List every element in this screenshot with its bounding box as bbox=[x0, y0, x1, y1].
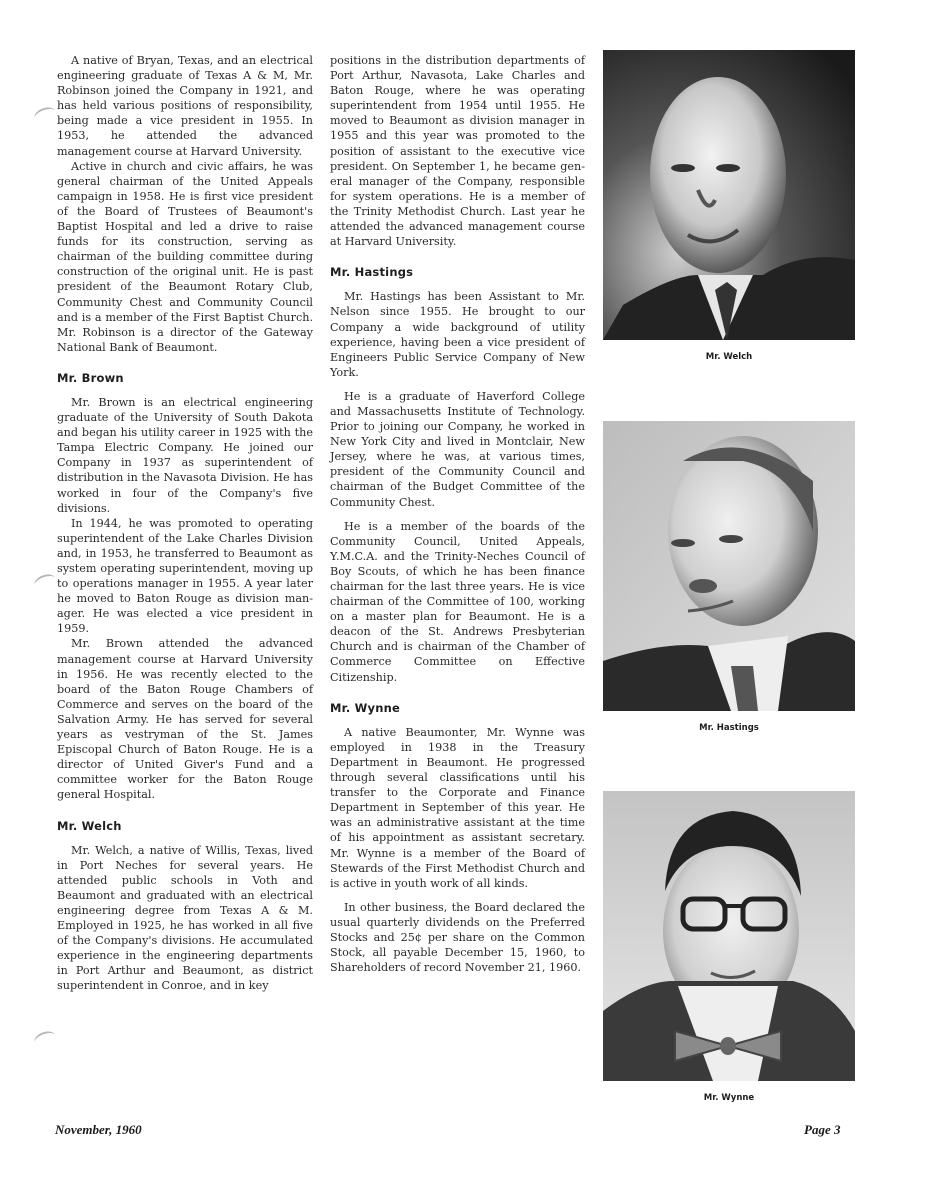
portrait-image bbox=[603, 421, 855, 711]
photo-block-welch bbox=[603, 50, 855, 362]
section-heading-welch: Mr. Welch bbox=[57, 818, 122, 833]
article-column-left bbox=[57, 53, 313, 994]
punch-hole-mark bbox=[32, 1029, 57, 1050]
footer-date: November, 1960 bbox=[55, 1122, 142, 1137]
paragraph: positions in the distribution departments of Port Arthur, Navasota, Lake Charles and Baton Rouge, where he was operating superintendent from 1954 until 1955. He moved to Beaumont as division manager in 1955 and this year was promoted to the position of assistant to the executive vice president. On September 1, he became general manager of the Company, responsible for system operations. He is a member of the Trinity Methodist Church. Last year he attended the advanced management course at Harvard University. bbox=[330, 54, 585, 249]
section-heading-wynne: Mr. Wynne bbox=[330, 700, 401, 715]
paragraph: Mr. Brown attended the advanced management course at Harvard University in 1956. He was recently elected to the board of the Baton Rouge Chambers of Commerce and serves on the board of the Salvation Army. He has served for several years as vestryman of the St. James Episcopal Church of Baton Rouge. He is a director of United Giver's Fund and a committee worker for the Baton Rouge general Hospital. bbox=[57, 637, 313, 802]
paragraph: He is a graduate of Haverford College and Massachusetts Institute of Technology. Prior to joining our Company, he worked in New York City and lived in Montclair, New Jersey, where he was, at various times, president of the Community Council and chairman of the Budget Committee of the Community Chest. bbox=[330, 389, 585, 509]
punch-hole-mark bbox=[32, 572, 57, 593]
photo-caption: Mr. Hastings bbox=[699, 723, 759, 733]
photo-block-hastings bbox=[603, 421, 855, 733]
photo-caption: Mr. Wynne bbox=[703, 1093, 755, 1103]
paragraph: He is a member of the boards of the Community Council, United Appeals, Y.M.C.A. and the Trinity-Neches Council of Boy Scouts, of which he has been finance chairman for the last three years. He is vice chairman of the Committee of 100, working on a master plan for Beaumont. He is a deacon of the St. Andrews Presbyterian Church and is chairman of the Chamber of Commerce Committee on Effective Citizenship. bbox=[330, 519, 585, 684]
paragraph: Mr. Hastings has been Assistant to Mr. Nelson since 1955. He brought to our Company a wide background of utility experience, having been a vice president of Engineers Public Service Company of New York. bbox=[330, 290, 585, 379]
paragraph: In 1944, he was promoted to operating superintendent of the Lake Charles Division and, in 1953, he transferred to Beaumont as system operating superintendent, moving up to operations manager in 1955. A year later he moved to Baton Rouge as division manager. He was elected a vice president in 1959. bbox=[57, 516, 313, 636]
portrait-photo-hastings bbox=[603, 421, 855, 711]
paragraph: Mr. Brown is an electrical engineering graduate of the University of South Dakota and began his utility career in 1925 with the Tampa Electric Company. He joined our Company in 1937 as superintendent of distribution in the Navasota Division. He has worked in four of the Company's five divisions. bbox=[57, 395, 313, 515]
portrait-photo-wynne bbox=[603, 791, 855, 1081]
article-column-middle bbox=[330, 53, 585, 975]
photo-block-wynne bbox=[603, 791, 855, 1103]
paragraph: Active in church and civic affairs, he was general chairman of the United Appeals campaign in 1958. He is first vice president of the Board of Trustees of Beaumont's Baptist Hospital and led a drive to raise funds for its construction, serving as chairman of the building committee during construction of the original unit. He is past president of the Beaumont Rotary Club, Community Chest and Community Council and is a member of the First Baptist Church. Mr. Robinson is a director of the Gateway National Bank of Beaumont. bbox=[57, 159, 313, 354]
paragraph: A native of Bryan, Texas, and an electrical engineering graduate of Texas A & M, Mr. Robinson joined the Company in 1921, and has held various positions of responsibility, being made a vice president in 1955. In 1953, he attended the advanced management course at Harvard University. bbox=[57, 54, 313, 158]
section-heading-hastings: Mr. Hastings bbox=[330, 265, 414, 280]
punch-hole-mark bbox=[32, 105, 57, 126]
portrait-photo-welch bbox=[603, 50, 855, 340]
section-heading-brown: Mr. Brown bbox=[57, 370, 124, 385]
paragraph: Mr. Welch, a native of Willis, Texas, lived in Port Neches for several years. He attended public schools in Voth and Beaumont and graduated with an electrical engineering degree from Texas A & M. Employed in 1925, he has worked in all five of the Company's divisions. He accumulated experience in the engineering departments in Port Arthur and Beaumont, as district superintendent in Conroe, and in key bbox=[57, 843, 313, 993]
photo-caption: Mr. Welch bbox=[705, 352, 753, 362]
paragraph: A native Beaumonter, Mr. Wynne was employed in 1938 in the Treasury Department in Beaumont. He progressed through several classifications until his transfer to the Corporate and Finance Department in September of this year. He was an administrative assistant at the time of his appointment as assistant secretary. Mr. Wynne is a member of the Board of Stewards of the First Methodist Church and is active in youth work of all kinds. bbox=[330, 725, 585, 890]
paragraph: In other business, the Board declared the usual quarterly dividends on the Preferred Stocks and 25¢ per share on the Common Stock, all payable December 15, 1960, to Shareholders of record November 21, 1960. bbox=[330, 900, 585, 975]
portrait-image bbox=[603, 791, 855, 1081]
page-number: Page 3 bbox=[804, 1122, 841, 1137]
portrait-image bbox=[603, 50, 855, 340]
